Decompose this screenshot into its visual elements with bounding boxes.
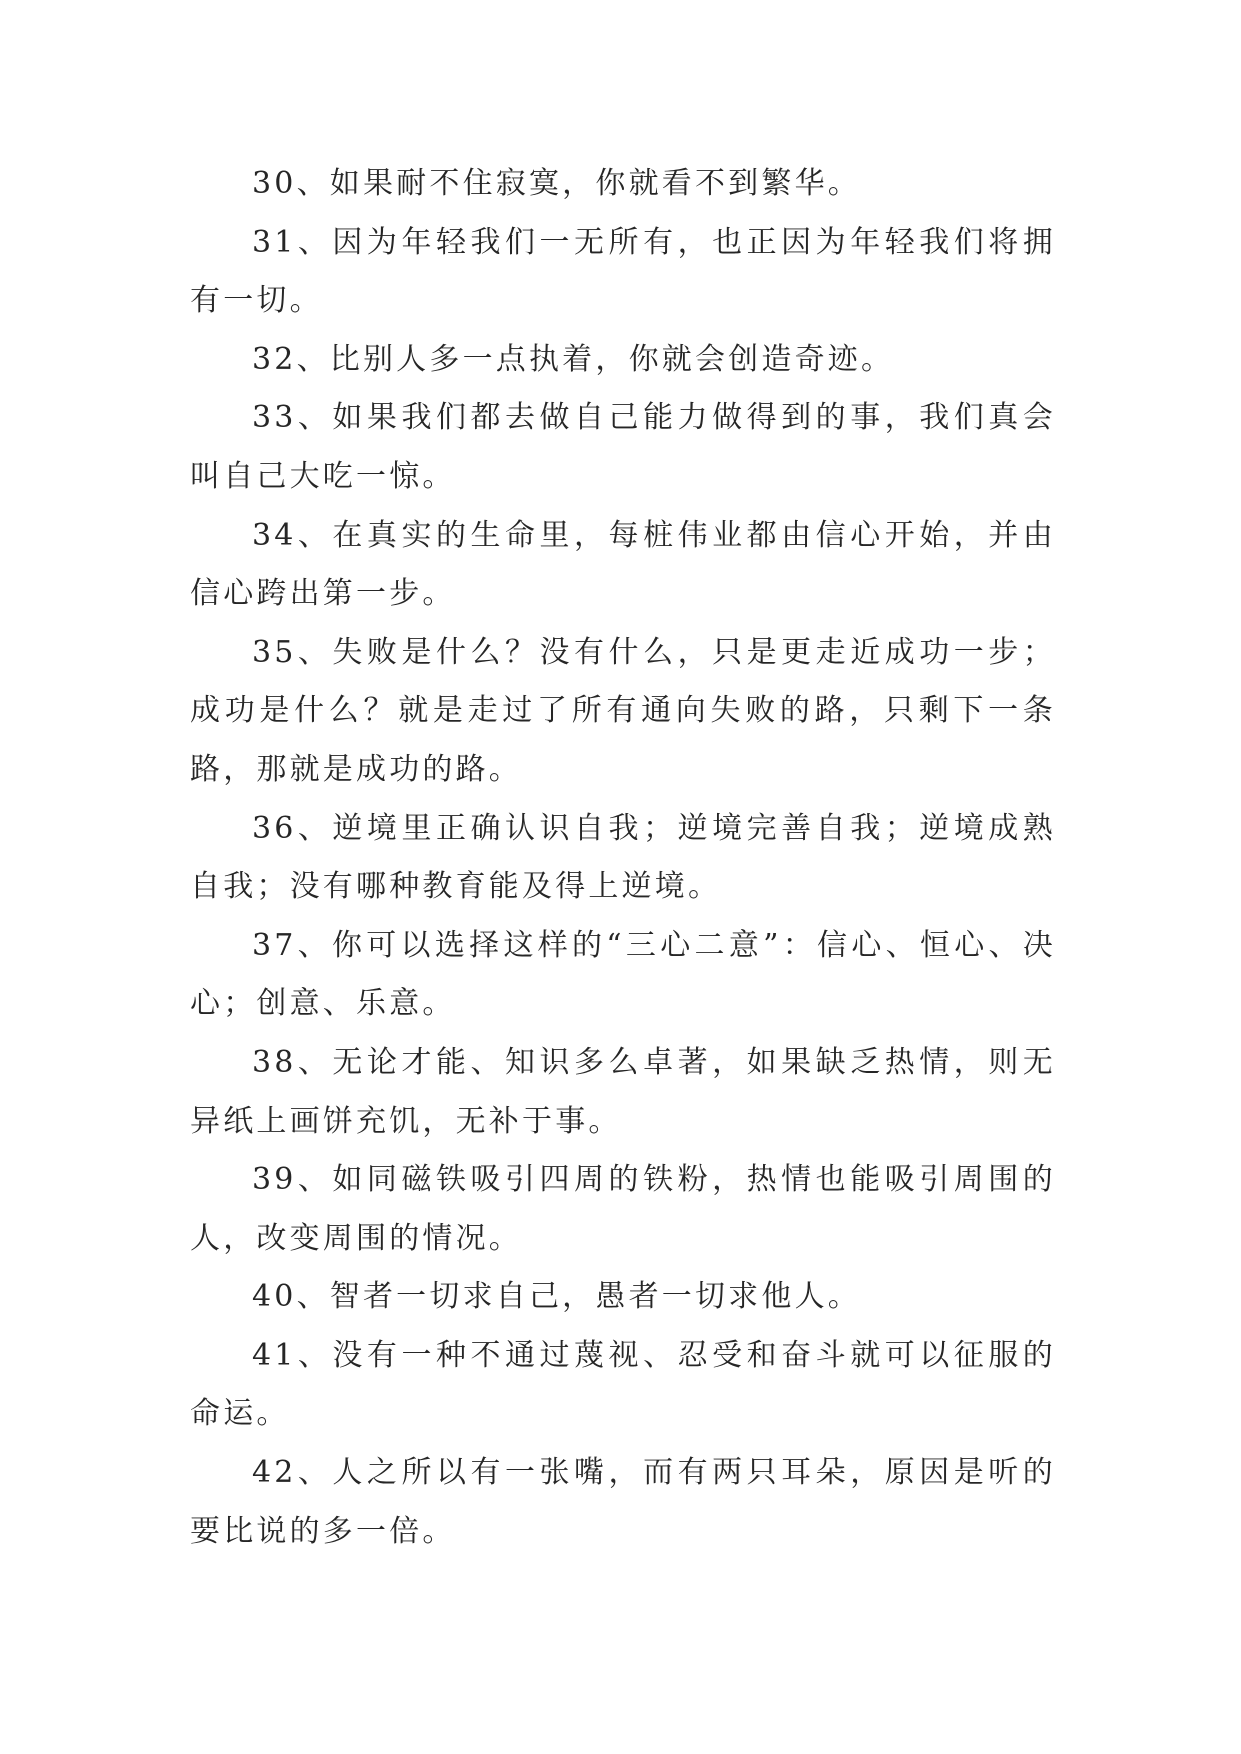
- quote-41: 41、没有一种不通过蔑视、忍受和奋斗就可以征服的命运。: [190, 1337, 1056, 1432]
- quote-37: 37、你可以选择这样的“三心二意”：信心、恒心、决心；创意、乐意。: [190, 927, 1056, 1022]
- quote-40: 40、智者一切求自己，愚者一切求他人。: [252, 1279, 861, 1315]
- document-body: [190, 155, 1056, 1561]
- quote-39: 39、如同磁铁吸引四周的铁粉，热情也能吸引周围的人，改变周围的情况。: [190, 1162, 1056, 1256]
- quote-38: 38、无论才能、知识多么卓著，如果缺乏热情，则无异纸上画饼充饥，无补于事。: [190, 1044, 1056, 1139]
- quote-32: 32、比别人多一点执着，你就会创造奇迹。: [252, 341, 895, 377]
- quote-35: 35、失败是什么？没有什么，只是更走近成功一步；成功是什么？就是走过了所有通向失败的路，只剩下一条路，那就是成功的路。: [190, 634, 1056, 787]
- quote-33: 33、如果我们都去做自己能力做得到的事，我们真会叫自己大吃一惊。: [190, 400, 1056, 494]
- quote-36: 36、逆境里正确认识自我；逆境完善自我；逆境成熟自我；没有哪种教育能及得上逆境。: [190, 810, 1056, 905]
- quote-34: 34、在真实的生命里，每桩伟业都由信心开始，并由信心跨出第一步。: [190, 517, 1056, 612]
- quote-31: 31、因为年轻我们一无所有，也正因为年轻我们将拥有一切。: [190, 224, 1056, 319]
- quote-42: 42、人之所以有一张嘴，而有两只耳朵，原因是听的要比说的多一倍。: [190, 1455, 1056, 1549]
- quote-30: 30、如果耐不住寂寞，你就看不到繁华。: [252, 166, 861, 201]
